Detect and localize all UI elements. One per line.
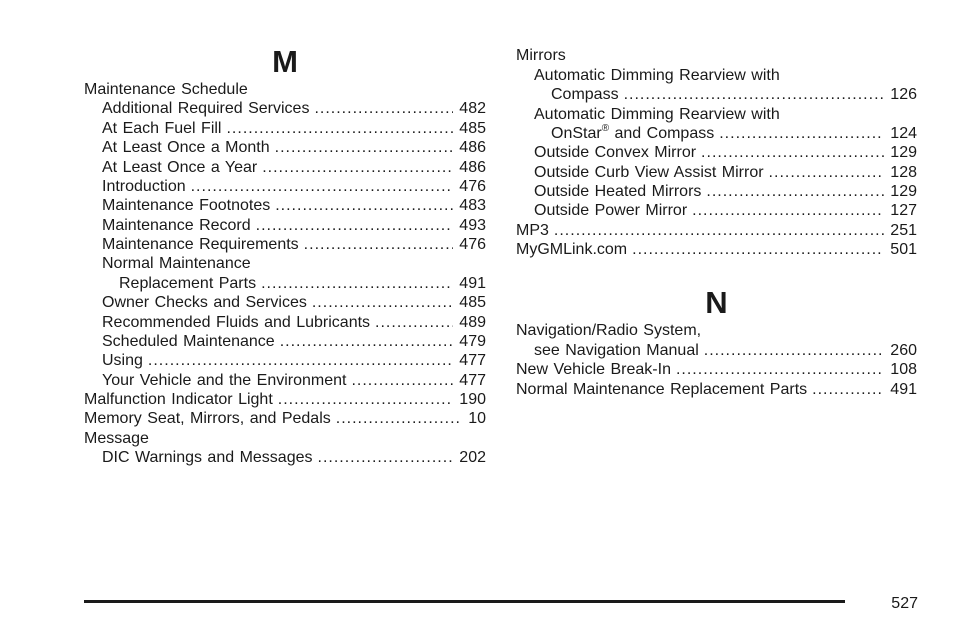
- index-entry: Owner Checks and Services ..... 485: [84, 293, 486, 313]
- index-entry: At Each Fuel Fill ..... 485: [84, 119, 486, 139]
- index-entry: Memory Seat, Mirrors, and Pedals ..... 10: [84, 409, 486, 429]
- index-entry: Introduction ..... 476: [84, 177, 486, 197]
- index-entry: At Least Once a Year ..... 486: [84, 158, 486, 178]
- index-entry: Your Vehicle and the Environment ..... 477: [84, 371, 486, 391]
- section-letter-n: N: [705, 285, 728, 320]
- page-number: 527: [891, 595, 918, 612]
- index-entry: MP3 ..... 251: [516, 221, 917, 241]
- index-entry: Outside Heated Mirrors ..... 129: [516, 182, 917, 202]
- index-entry: At Least Once a Month ..... 486: [84, 138, 486, 158]
- index-entry: Mirrors: [516, 47, 566, 64]
- index-entry: Outside Convex Mirror ..... 129: [516, 143, 917, 163]
- index-entry: see Navigation Manual ..... 260: [516, 341, 917, 361]
- index-entry: Maintenance Requirements ..... 476: [84, 235, 486, 255]
- index-entry: Replacement Parts ..... 491: [84, 274, 486, 294]
- index-entry: New Vehicle Break-In ..... 108: [516, 360, 917, 380]
- index-entry: Outside Curb View Assist Mirror ..... 128: [516, 163, 917, 183]
- index-entry: Compass ..... 126: [516, 85, 917, 105]
- index-entry: Automatic Dimming Rearview with: [534, 106, 780, 123]
- registered-mark: ®: [601, 122, 610, 134]
- footer-rule: [84, 600, 845, 603]
- index-entry: Additional Required Services ..... 482: [84, 99, 486, 119]
- index-entry: Normal Maintenance: [102, 255, 251, 272]
- index-entry: Automatic Dimming Rearview with: [534, 67, 780, 84]
- index-entry: Recommended Fluids and Lubricants ..... 489: [84, 313, 486, 333]
- index-entry: Maintenance Schedule: [84, 81, 248, 98]
- index-entry: Using ..... 477: [84, 351, 486, 371]
- index-entry: Outside Power Mirror ..... 127: [516, 201, 917, 221]
- index-entry: MyGMLink.com ..... 501: [516, 240, 917, 260]
- index-entry: Message: [84, 430, 149, 447]
- index-entry: OnStar® and Compass ..... 124: [516, 124, 917, 144]
- index-entry: Maintenance Record ..... 493: [84, 216, 486, 236]
- index-entry: Normal Maintenance Replacement Parts ..... 491: [516, 380, 917, 400]
- index-entry: Navigation/Radio System,: [516, 322, 702, 339]
- index-entry: Scheduled Maintenance ..... 479: [84, 332, 486, 352]
- index-entry: DIC Warnings and Messages ..... 202: [84, 448, 486, 468]
- index-entry: Maintenance Footnotes ..... 483: [84, 196, 486, 216]
- index-entry: Malfunction Indicator Light ..... 190: [84, 390, 486, 410]
- section-letter-m: M: [272, 44, 298, 79]
